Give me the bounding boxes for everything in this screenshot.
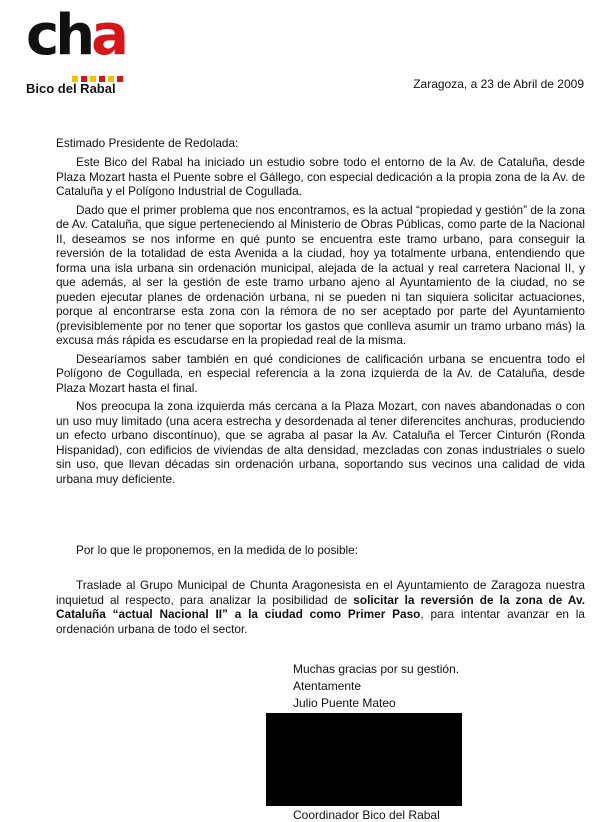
signer-name: Julio Puente Mateo — [293, 696, 396, 710]
regards-line: Atentamente — [293, 679, 362, 693]
proposal-emphasis: solicitar la reversión de la zona de Av. Cataluña “actual Nacional II” a la ciudad como Primer Paso — [56, 592, 585, 621]
date-line: Zaragoza, a 23 de Abril de 2009 — [413, 77, 584, 91]
logo — [26, 5, 146, 97]
thanks-line: Muchas gracias por su gestión. — [293, 662, 460, 676]
paragraph-2: Dado que el primer problema que nos encontramos, es la actual “propiedad y gestión” de la zona de Av. Cataluña, que sigue perteneciendo al Ministerio de Obras Públicas, como parte de la Nacional II, deseamos se nos informe en qué punto se encuentra este tramo urbano, para conseguir la reversión de la totalidad de esta Avenida a la ciudad, hoy ya totalmente urbana, entendiendo que forma una isla urbana sin ordenación municipal, alejada de la actual y real carretera Nacional II, y que además, al ser la gestión de este tramo urbano ajeno al Ayuntamiento de la ciudad, no se pueden ejecutar planes de ordenación urbana, ni se pueden ni tan siquiera solicitar actuaciones, porque al encontrarse esta zona con la rémora de no ser aceptado por parte del Ayuntamiento (previsiblemente por no tener que soportar los gastos que conlleva asumir un tramo urbano más) la excusa más rápida es escudarse en la propiedad real de la misma. — [56, 202, 585, 347]
proposal-text: Traslade al Grupo Municipal de Chunta Aragonesista en el Ayuntamiento de Zaragoza nuestra inquietud al respecto, para analizar la posibilidad de solicitar la reversión de la zona de Av. Cataluña “actual Nacional II” a la ciudad como Primer Paso, para intentar avanzar en la ordenación urbana de todo el sector. — [56, 578, 585, 636]
paragraph-3: Desearíamos saber también en qué condiciones de calificación urbana se encuentra todo el Polígono de Cogullada, en especial referencia a la zona izquierda de la Av. de Cataluña, desde Plaza Mozart hasta el final. — [56, 351, 585, 395]
proposal-intro: Por lo que le proponemos, en la medida de lo posible: — [76, 543, 358, 557]
logo-wordmark: cha — [26, 3, 125, 68]
paragraph-4: Nos preocupa la zona izquierda más cercana a la Plaza Mozart, con naves abandonadas o con un uso muy limitado (una acera estrecha y desordenada al tener diferencites anchuras, produciendo un efecto urbano discontínuo), que se agraba al pasar la Av. Cataluña el Tercer Cinturón (Ronda Hispanidad), con edificios de viviendas de alta densidad, mezcladas con zonas industriales o suelo sin uso, que llevan décadas sin ordenación urbana, soportando sus vecinos una calidad de vida urbana muy deficiente. — [56, 399, 585, 486]
redacted-signature — [266, 713, 462, 806]
paragraph-1: Este Bico del Rabal ha iniciado un estudio sobre todo el entorno de la Av. de Cataluña, desde Plaza Mozart hasta el Puente sobre el Gállego, con especial dedicación a la propia zona de la Av. de Cataluña y el Polígono Industrial de Cogullada. — [56, 155, 585, 198]
salutation: Estimado Presidente de Redolada: — [56, 136, 239, 150]
signer-role: Coordinador Bico del Rabal — [293, 808, 440, 822]
logo-subtitle: Bico del Rabal — [26, 81, 116, 96]
letter-body — [56, 155, 585, 490]
proposal-paragraph — [56, 578, 585, 640]
flag-stripes — [72, 69, 126, 75]
signature-block — [293, 661, 459, 712]
